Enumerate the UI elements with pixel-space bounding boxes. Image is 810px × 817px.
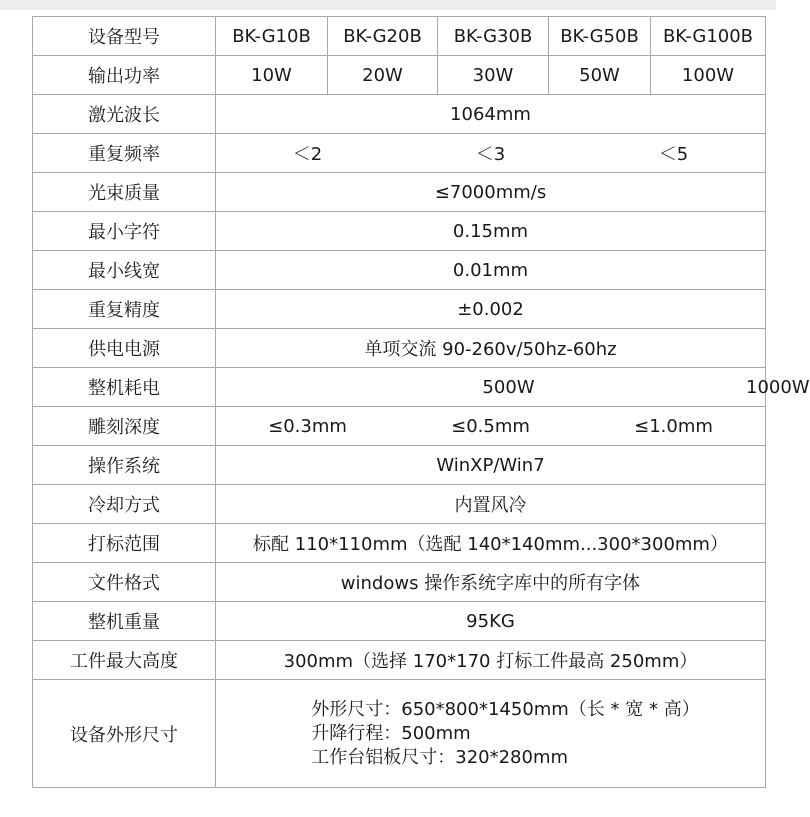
row-label: 操作系统 [33,446,216,485]
row-label: 光束质量 [33,173,216,212]
model-name: BK-G100B [651,17,766,56]
cell-value: 500W [482,376,535,398]
table-row [33,680,766,788]
table-row [33,329,766,368]
table-row [33,251,766,290]
cell-value: ＜5 [658,144,689,165]
cell-value: ≤0.5mm [451,415,530,437]
cell-value-group [216,407,766,446]
cell-value: windows 操作系统字库中的所有字体 [216,563,766,602]
row-label: 设备型号 [33,17,216,56]
table-row [33,563,766,602]
dimension-line: 升降行程：500mm [311,722,471,744]
row-label: 设备外形尺寸 [33,680,216,788]
cell-value-group [216,134,766,173]
table-row [33,641,766,680]
model-name: BK-G30B [438,17,549,56]
table-row [33,134,766,173]
table-row [33,173,766,212]
cell-value: WinXP/Win7 [216,446,766,485]
cell-value: 单项交流 90-260v/50hz-60hz [216,329,766,368]
table-row [33,485,766,524]
cell-value: 标配 110*110mm（选配 140*140mm...300*300mm） [216,524,766,563]
row-label: 整机耗电 [33,368,216,407]
model-name: BK-G10B [216,17,328,56]
cell-value: 10W [216,56,328,95]
row-label: 输出功率 [33,56,216,95]
dimension-line: 外形尺寸：650*800*1450mm（长 * 宽 * 高） [311,698,700,720]
cell-value: 1000W [746,376,810,398]
row-label: 整机重量 [33,602,216,641]
dimension-list [281,698,699,770]
table-row [33,290,766,329]
cell-value: ±0.002 [216,290,766,329]
model-name: BK-G50B [549,17,651,56]
cell-value: 50W [549,56,651,95]
cell-value: 95KG [216,602,766,641]
row-label: 最小字符 [33,212,216,251]
row-label: 工件最大高度 [33,641,216,680]
top-bar [0,0,776,10]
table-row [33,524,766,563]
dimension-line: 工作台铝板尺寸：320*280mm [311,746,569,768]
cell-value: 内置风冷 [216,485,766,524]
table-row [33,368,766,407]
table-row [33,446,766,485]
model-name: BK-G20B [328,17,438,56]
cell-value: 1064mm [216,95,766,134]
row-label: 重复精度 [33,290,216,329]
row-label: 雕刻深度 [33,407,216,446]
cell-value-group [216,368,810,407]
cell-value: ＜3 [475,144,506,165]
row-label: 激光波长 [33,95,216,134]
table-row [33,407,766,446]
table-row [33,602,766,641]
cell-value: ≤1.0mm [634,415,713,437]
cell-value: 0.01mm [216,251,766,290]
cell-value: 20W [328,56,438,95]
row-label: 文件格式 [33,563,216,602]
cell-value: 30W [438,56,549,95]
cell-value: 300mm（选择 170*170 打标工件最高 250mm） [216,641,766,680]
row-label: 最小线宽 [33,251,216,290]
row-label: 打标范围 [33,524,216,563]
row-label: 供电电源 [33,329,216,368]
table-row [33,17,766,56]
row-label: 冷却方式 [33,485,216,524]
cell-value: 0.15mm [216,212,766,251]
spec-table [32,16,810,788]
table-row [33,212,766,251]
table-row [33,95,766,134]
cell-value-group [216,680,766,788]
cell-value: 100W [651,56,766,95]
cell-value: ≤0.3mm [268,415,347,437]
cell-value: ≤7000mm/s [216,173,766,212]
table-row [33,56,766,95]
cell-value: ＜2 [292,144,323,165]
row-label: 重复频率 [33,134,216,173]
